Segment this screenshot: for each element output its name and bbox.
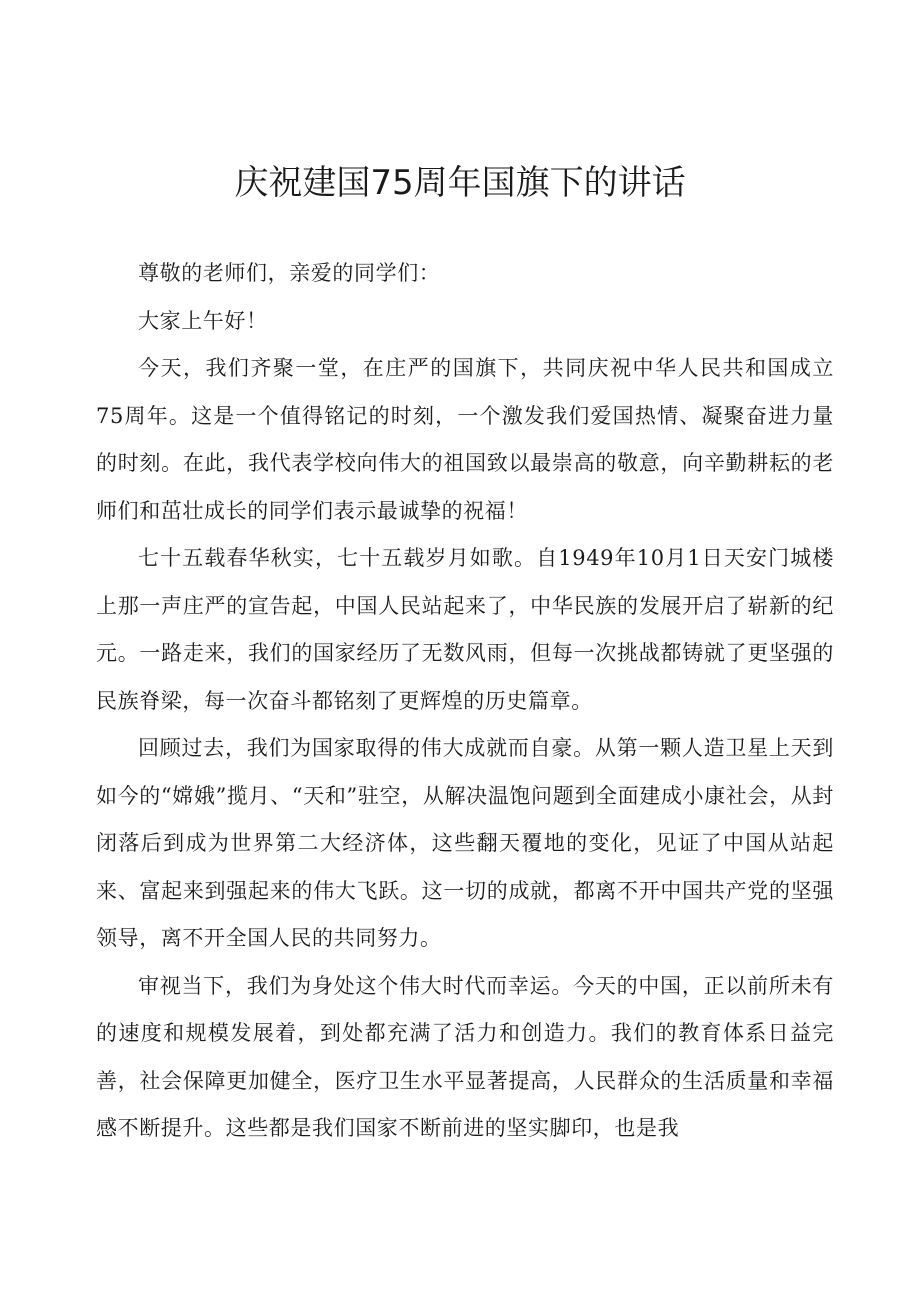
greeting-paragraph: 大家上午好！ [138,308,268,333]
body-paragraph: 今天，我们齐聚一堂，在庄严的国旗下，共同庆祝中华人民共和国成立75周年。这是一个值得铭记的时刻，一个激发我们爱国热情、凝聚奋进力量的时刻。在此，我代表学校向伟大的祖国致以最崇高的敬意，向辛勤耕耘的老师们和茁壮成长的同学们表示最诚挚的祝福！ [96,356,834,523]
salutation-paragraph: 尊敬的老师们，亲爱的同学们： [138,261,441,285]
body-paragraph: 审视当下，我们为身处这个伟大时代而幸运。今天的中国，正以前所未有的速度和规模发展着，到处都充满了活力和创造力。我们的教育体系日益完善，社会保障更加健全，医疗卫生水平显著提高，人民群众的生活质量和幸福感不断提升。这些都是我们国家不断前进的坚实脚印，也是我 [96,973,834,1140]
body-paragraph: 回顾过去，我们为国家取得的伟大成就而自豪。从第一颗人造卫星上天到如今的“嫦娥”揽月、“天和”驻空，从解决温饱问题到全面建成小康社会，从封闭落后到成为世界第二大经济体，这些翻天覆地的变化，见证了中国从站起来、富起来到强起来的伟大飞跃。这一切的成就，都离不开中国共产党的坚强领导，离不开全国人民的共同努力。 [96,736,834,950]
speech-body [96,250,834,1153]
page-title: 庆祝建国75周年国旗下的讲话 [234,163,686,203]
body-paragraph: 七十五载春华秋实，七十五载岁月如歌。自1949年10月1日天安门城楼上那一声庄严的宣告起，中国人民站起来了，中华民族的发展开启了崭新的纪元。一路走来，我们的国家经历了无数风雨，但每一次挑战都铸就了更坚强的民族脊梁，每一次奋斗都铭刻了更辉煌的历史篇章。 [96,546,834,713]
